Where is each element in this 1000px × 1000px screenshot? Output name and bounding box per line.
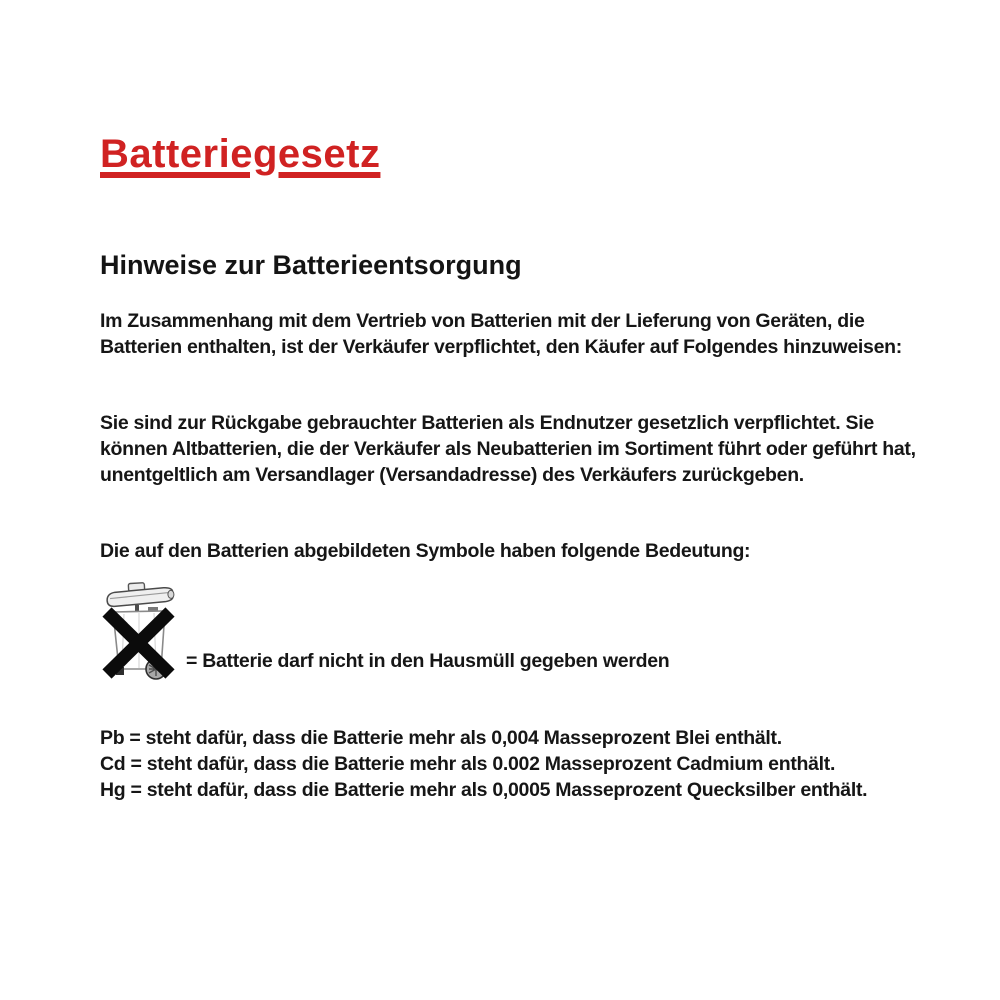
section-heading: Hinweise zur Batterieentsorgung: [100, 250, 522, 280]
paragraph-intro: Im Zusammenhang mit dem Vertrieb von Batterien mit der Lieferung von Geräten, die Batterien enthalten, ist der Verkäufer verpflichtet, den Käufer auf Folgendes hinzuweisen:: [100, 310, 902, 359]
symbol-legend-row: [100, 581, 930, 681]
note-cadmium-cd: Cd = steht dafür, dass die Batterie mehr als 0.002 Masseprozent Cadmium enthält.: [100, 753, 836, 776]
paragraph-return-obligation: Sie sind zur Rückgabe gebrauchter Batterien als Endnutzer gesetzlich verpflichtet. Sie können Altbatterien, die der Verkäufer als Neubatterien im Sortiment führt oder geführt hat, unentgeltlich am Versandlager (Versandadresse) des Verkäufers zurückgeben.: [100, 412, 916, 487]
page-title: Batteriegesetz: [100, 132, 381, 176]
paragraph-symbols-intro: Die auf den Batterien abgebildeten Symbole haben folgende Bedeutung:: [100, 540, 751, 563]
chemical-notes: [100, 725, 930, 803]
symbol-meaning-text: = Batterie darf nicht in den Hausmüll gegeben werden: [186, 650, 670, 673]
note-lead-pb: Pb = steht dafür, dass die Batterie mehr als 0,004 Masseprozent Blei enthält.: [100, 727, 782, 750]
crossed-out-wheeled-bin-icon: [100, 581, 178, 681]
note-mercury-hg: Hg = steht dafür, dass die Batterie mehr als 0,0005 Masseprozent Quecksilber enthält.: [100, 779, 868, 802]
